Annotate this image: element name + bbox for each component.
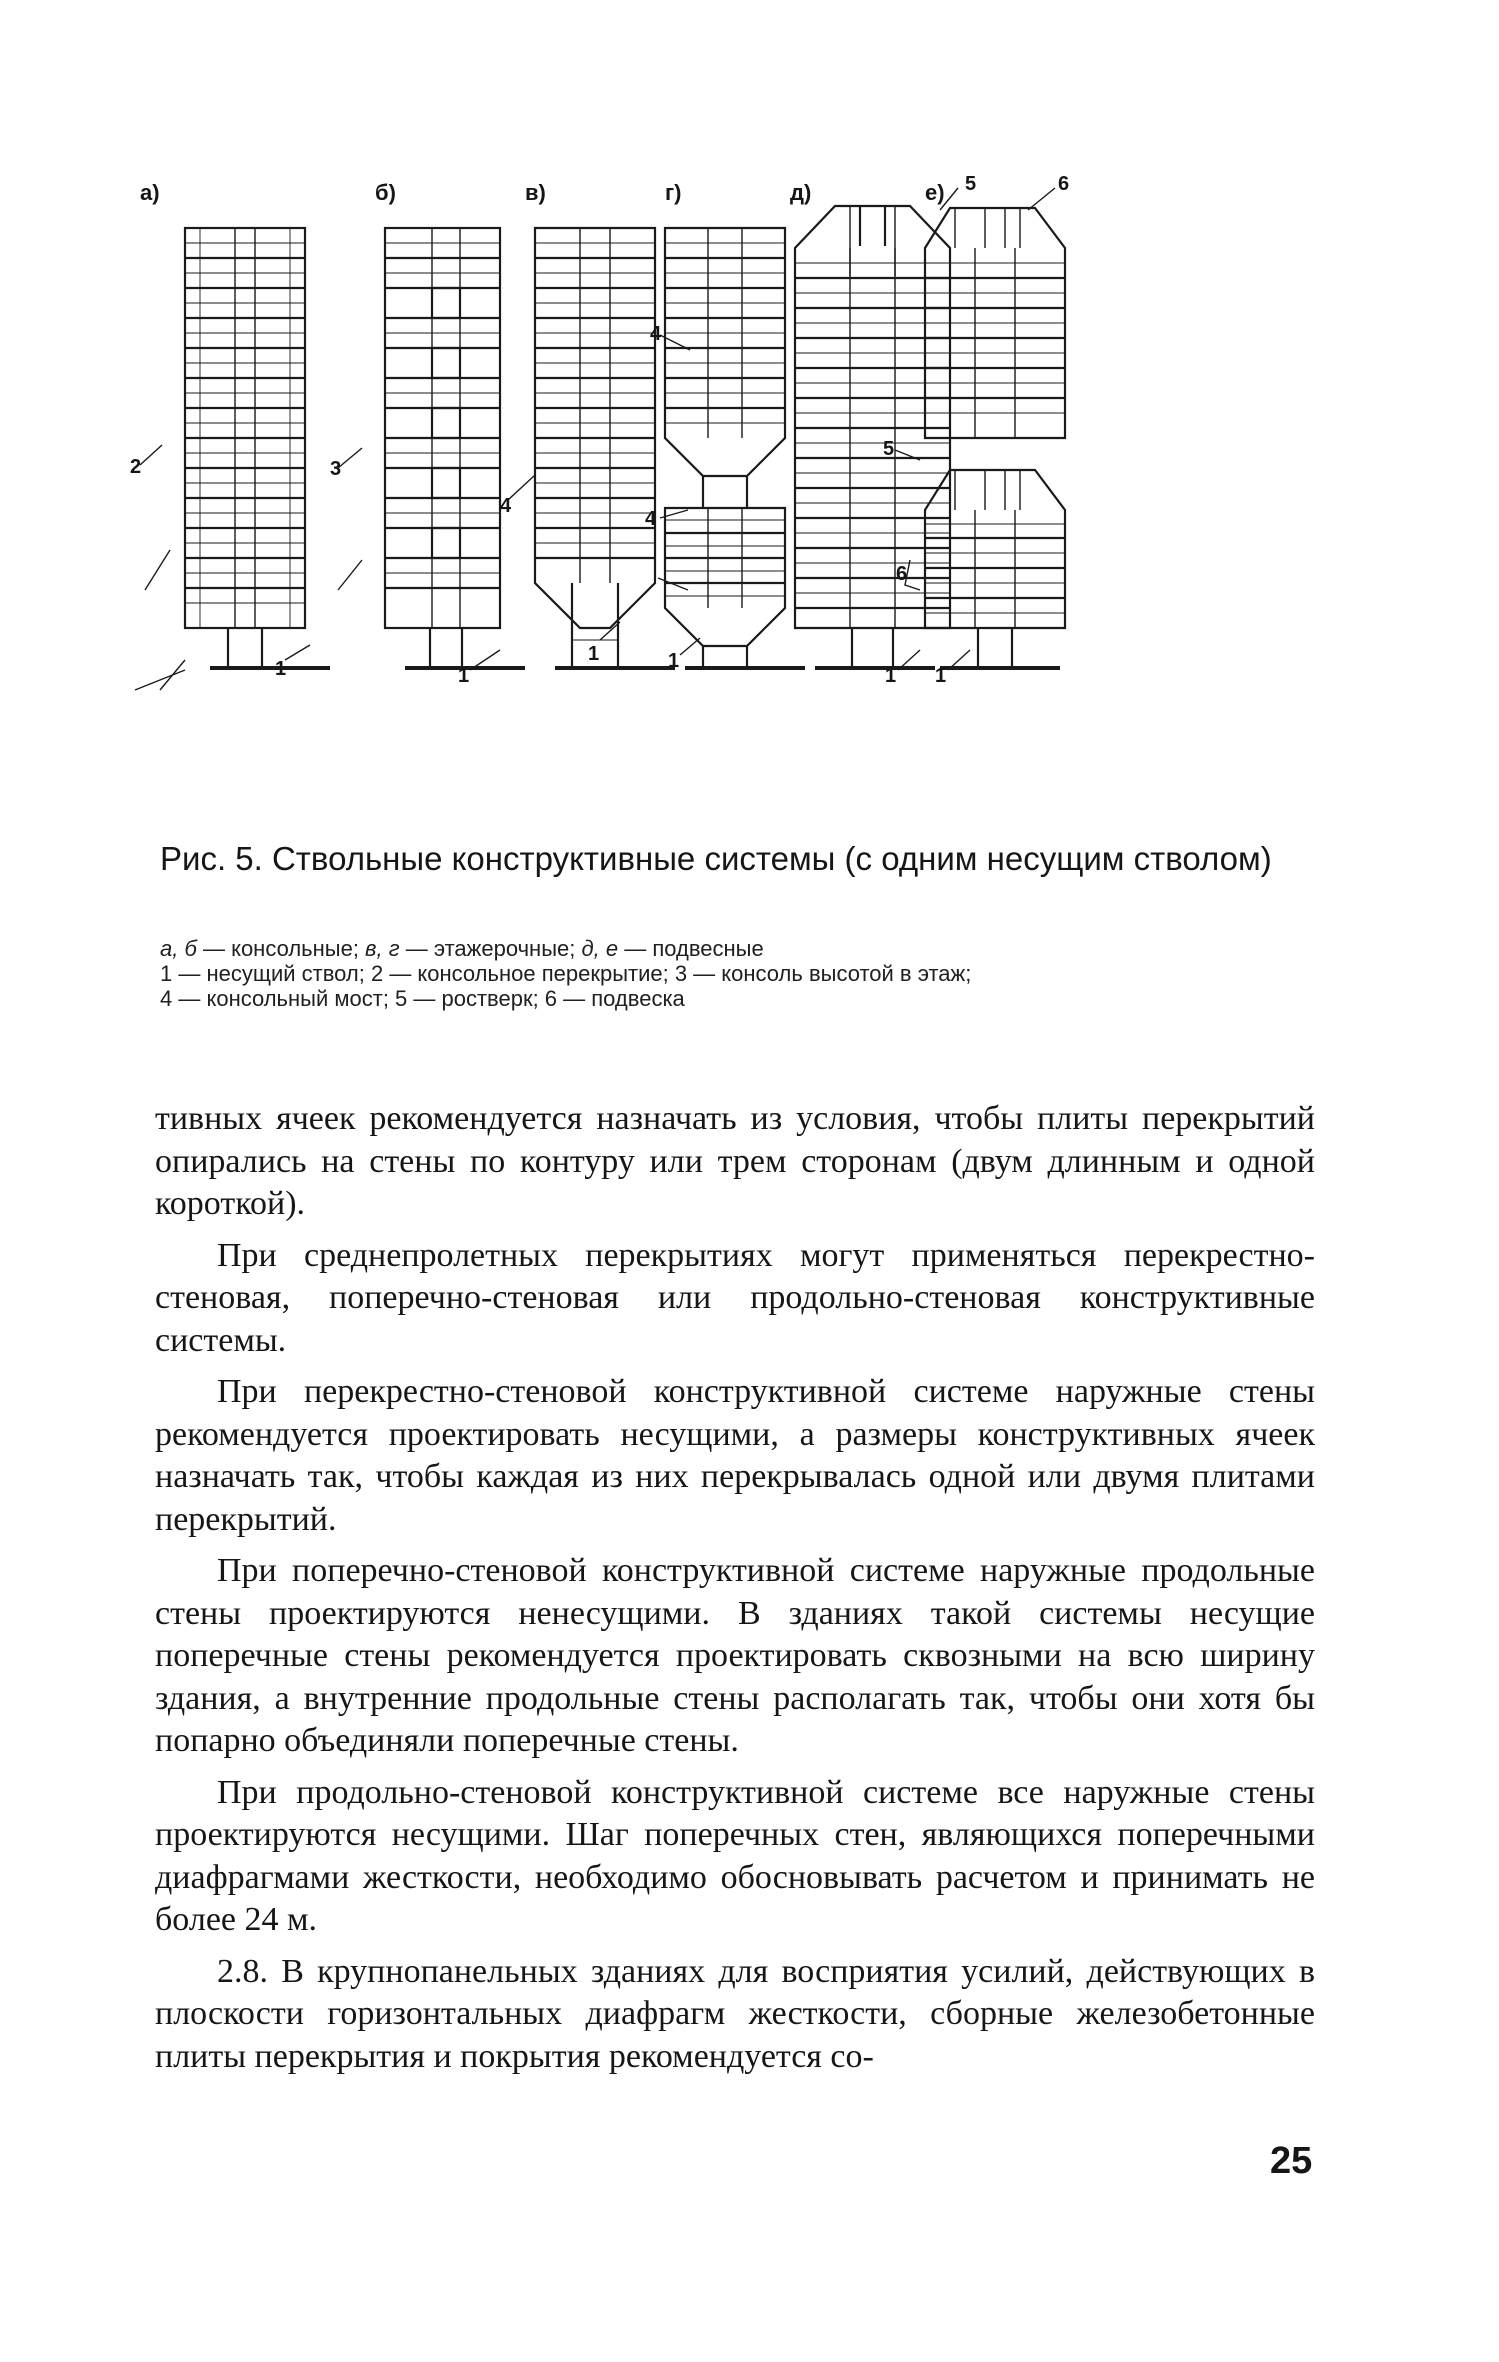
callout-5-d: 5 [965,173,977,195]
callout-2: 2 [130,456,142,478]
callout-5-e: 5 [883,438,895,460]
callout-6-e: 6 [1058,173,1070,195]
callout-1-b: 1 [458,665,470,687]
label-d: д) [790,180,812,205]
paragraph-5: При продольно-стеновой конструктивной системе все наружные стены проектируются несущими. Шаг поперечных стен, являющихся поперечными диафрагмами жесткости, необходимо обосновывать расчетом и принимать не более 24 м. [155,1773,1315,1938]
paragraph-6: 2.8. В крупнопанельных зданиях для восприятия усилий, действующих в плоскости горизонтальных диафрагм жесткости, сборные железобетонные плиты перекрытия и покрытия рекомендуется со- [155,1952,1315,2075]
callout-4-v: 4 [500,495,512,517]
figure-caption-title: Рис. 5. Ствольные конструктивные системы (с одним несущим стволом) [160,840,1272,877]
label-b: б) [375,180,396,205]
paragraph-3: При перекрестно-стеновой конструктивной системе наружные стены рекомендуется проектировать несущими, а размеры конструктивных ячеек назначать так, чтобы каждая из них перекрывалась одной или двумя плитами перекрытий. [155,1373,1315,1538]
body-text [155,1098,1315,2087]
figure-legend-line-1: а, б — консольные; в, г — этажерочные; д, е — подвесные [160,936,764,961]
callout-1-g: 1 [668,650,680,672]
diagram-a [135,228,330,690]
paragraph-4: При поперечно-стеновой конструктивной системе наружные продольные стены проектируются ненесущими. В зданиях такой системы несущие поперечные стены рекомендуется проектировать сквозными на всю ширину здания, а внутренние продольные стены располагать так, чтобы они хотя бы попарно объединяли поперечные стены. [155,1552,1315,1759]
diagram-v [535,228,675,668]
label-g: г) [665,180,682,205]
callout-4-g-bottom: 4 [645,508,657,530]
label-v: в) [525,180,546,205]
diagram-b [385,228,525,668]
callout-1-v: 1 [588,643,600,665]
label-a: а) [140,180,160,205]
figure-legend-line-3: 4 — консольный мост; 5 — ростверк; 6 — подвеска [160,986,685,1011]
paragraph-1: тивных ячеек рекомендуется назначать из условия, чтобы плиты перекрытий опирались на стены по контуру или трем сторонам (двум длинным и одной короткой). [155,1100,1315,1222]
callout-4-g-top: 4 [650,323,662,345]
callout-3: 3 [330,458,342,480]
callout-6-mid: 6 [896,563,908,585]
page-number: 25 [1270,2140,1313,2182]
paragraph-2: При среднепролетных перекрытиях могут применяться перекрестно-стеновая, поперечно-стеновая или продольно-стеновая конструктивные системы. [155,1236,1315,1359]
label-e: е) [925,180,945,205]
figure-legend-line-2: 1 — несущий ствол; 2 — консольное перекрытие; 3 — консоль высотой в этаж; [160,961,972,986]
callout-1-e: 1 [935,665,947,687]
diagram-g [665,228,805,668]
diagram-e [925,208,1065,668]
figure-structural-systems [130,170,1360,830]
callout-1-a: 1 [275,658,287,680]
callout-1-d: 1 [885,665,897,687]
